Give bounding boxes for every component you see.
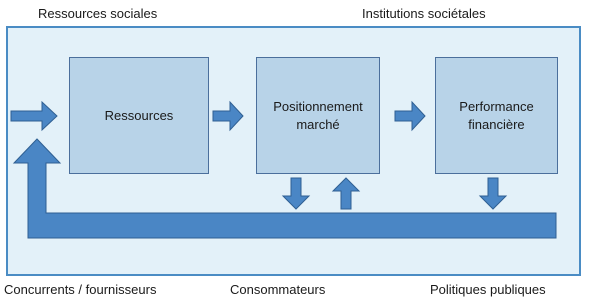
arrow-ressources-to-positionnement [213,102,243,130]
box-performance-line1: Performance [459,98,534,114]
arrow-up-positionnement [333,178,359,209]
box-positionnement-line2: marché [296,116,340,132]
label-consommateurs: Consommateurs [230,282,326,297]
entry-arrow [11,102,57,130]
box-positionnement-line1: Positionnement [273,98,363,114]
label-institutions-societales: Institutions sociétales [362,6,486,21]
box-performance-line2: financière [468,116,525,132]
box-ressources-label: Ressources [104,107,174,123]
label-ressources-sociales: Ressources sociales [38,6,158,21]
label-concurrents-fournisseurs: Concurrents / fournisseurs [4,282,157,297]
box-performance-financiere [435,57,558,174]
arrow-positionnement-to-performance [395,102,425,130]
box-positionnement-label [273,98,363,134]
box-performance-label [459,98,533,134]
arrow-down-performance [480,178,506,209]
box-positionnement-marche [256,57,380,174]
arrow-down-positionnement [283,178,309,209]
box-ressources [69,57,209,174]
label-politiques-publiques: Politiques publiques [430,282,546,297]
